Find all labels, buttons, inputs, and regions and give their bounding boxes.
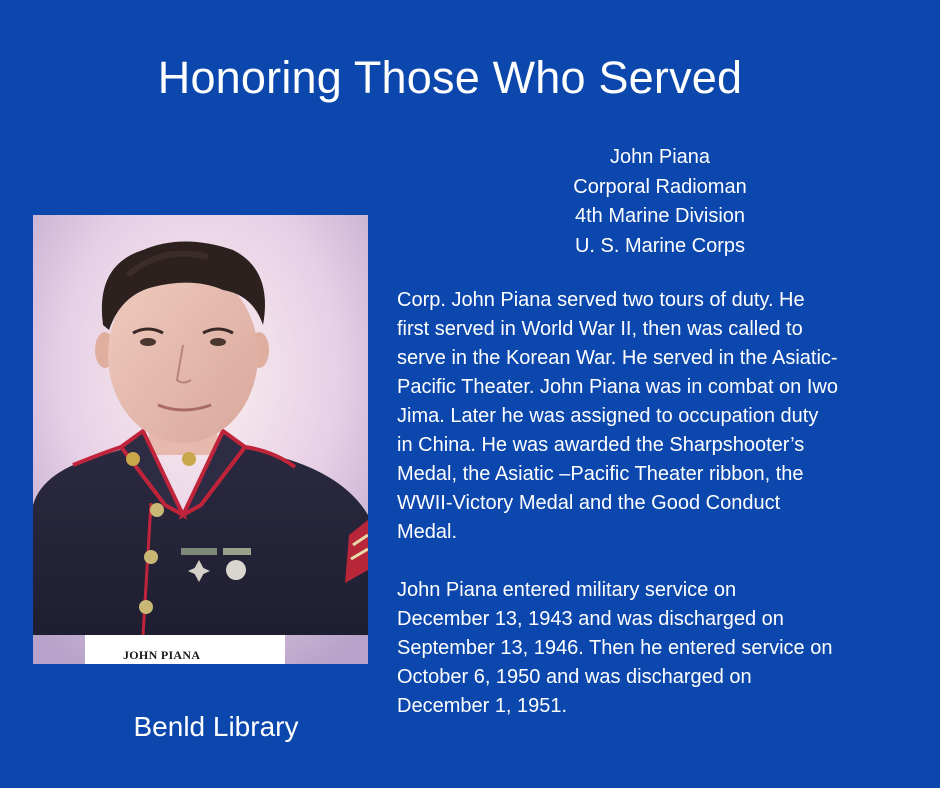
bio-line: in China. He was awarded the Sharpshooter’s <box>397 434 805 456</box>
photo-caption: JOHN PIANA <box>123 648 201 662</box>
bio-line: serve in the Korean War. He served in the Asiatic- <box>397 347 838 369</box>
member-name: John Piana <box>609 146 711 168</box>
bio-line: Corp. John Piana served two tours of duty. He <box>397 289 805 311</box>
bio-line: Medal, the Asiatic –Pacific Theater ribbon, the <box>397 463 804 485</box>
bio-line: first served in World War II, then was called to <box>397 318 803 340</box>
member-division: 4th Marine Division <box>574 205 746 227</box>
bio-line: December 1, 1951. <box>397 695 568 717</box>
service-member-info <box>510 143 810 261</box>
bio-paragraph-1 <box>397 286 917 547</box>
photo-name-label <box>85 635 285 664</box>
member-rank: Corporal Radioman <box>573 175 747 198</box>
bio-line: John Piana entered military service on <box>397 579 737 601</box>
bio-line: December 13, 1943 and was discharged on <box>397 608 784 630</box>
bio-line: WWII-Victory Medal and the Good Conduct <box>397 492 781 514</box>
bio-line: September 13, 1946. Then he entered service on <box>397 637 833 659</box>
service-biography <box>397 286 917 721</box>
member-branch: U. S. Marine Corps <box>574 234 746 257</box>
bio-line: Pacific Theater. John Piana was in combat on Iwo <box>397 376 838 398</box>
bio-line: October 6, 1950 and was discharged on <box>397 666 752 688</box>
bio-paragraph-2 <box>397 576 917 721</box>
portrait-photo <box>33 215 368 664</box>
library-name: Benld Library <box>133 711 299 742</box>
bio-line: Medal. <box>397 521 458 543</box>
bio-line: Jima. Later he was assigned to occupation duty <box>397 405 819 427</box>
page-title: Honoring Those Who Served <box>157 52 743 103</box>
